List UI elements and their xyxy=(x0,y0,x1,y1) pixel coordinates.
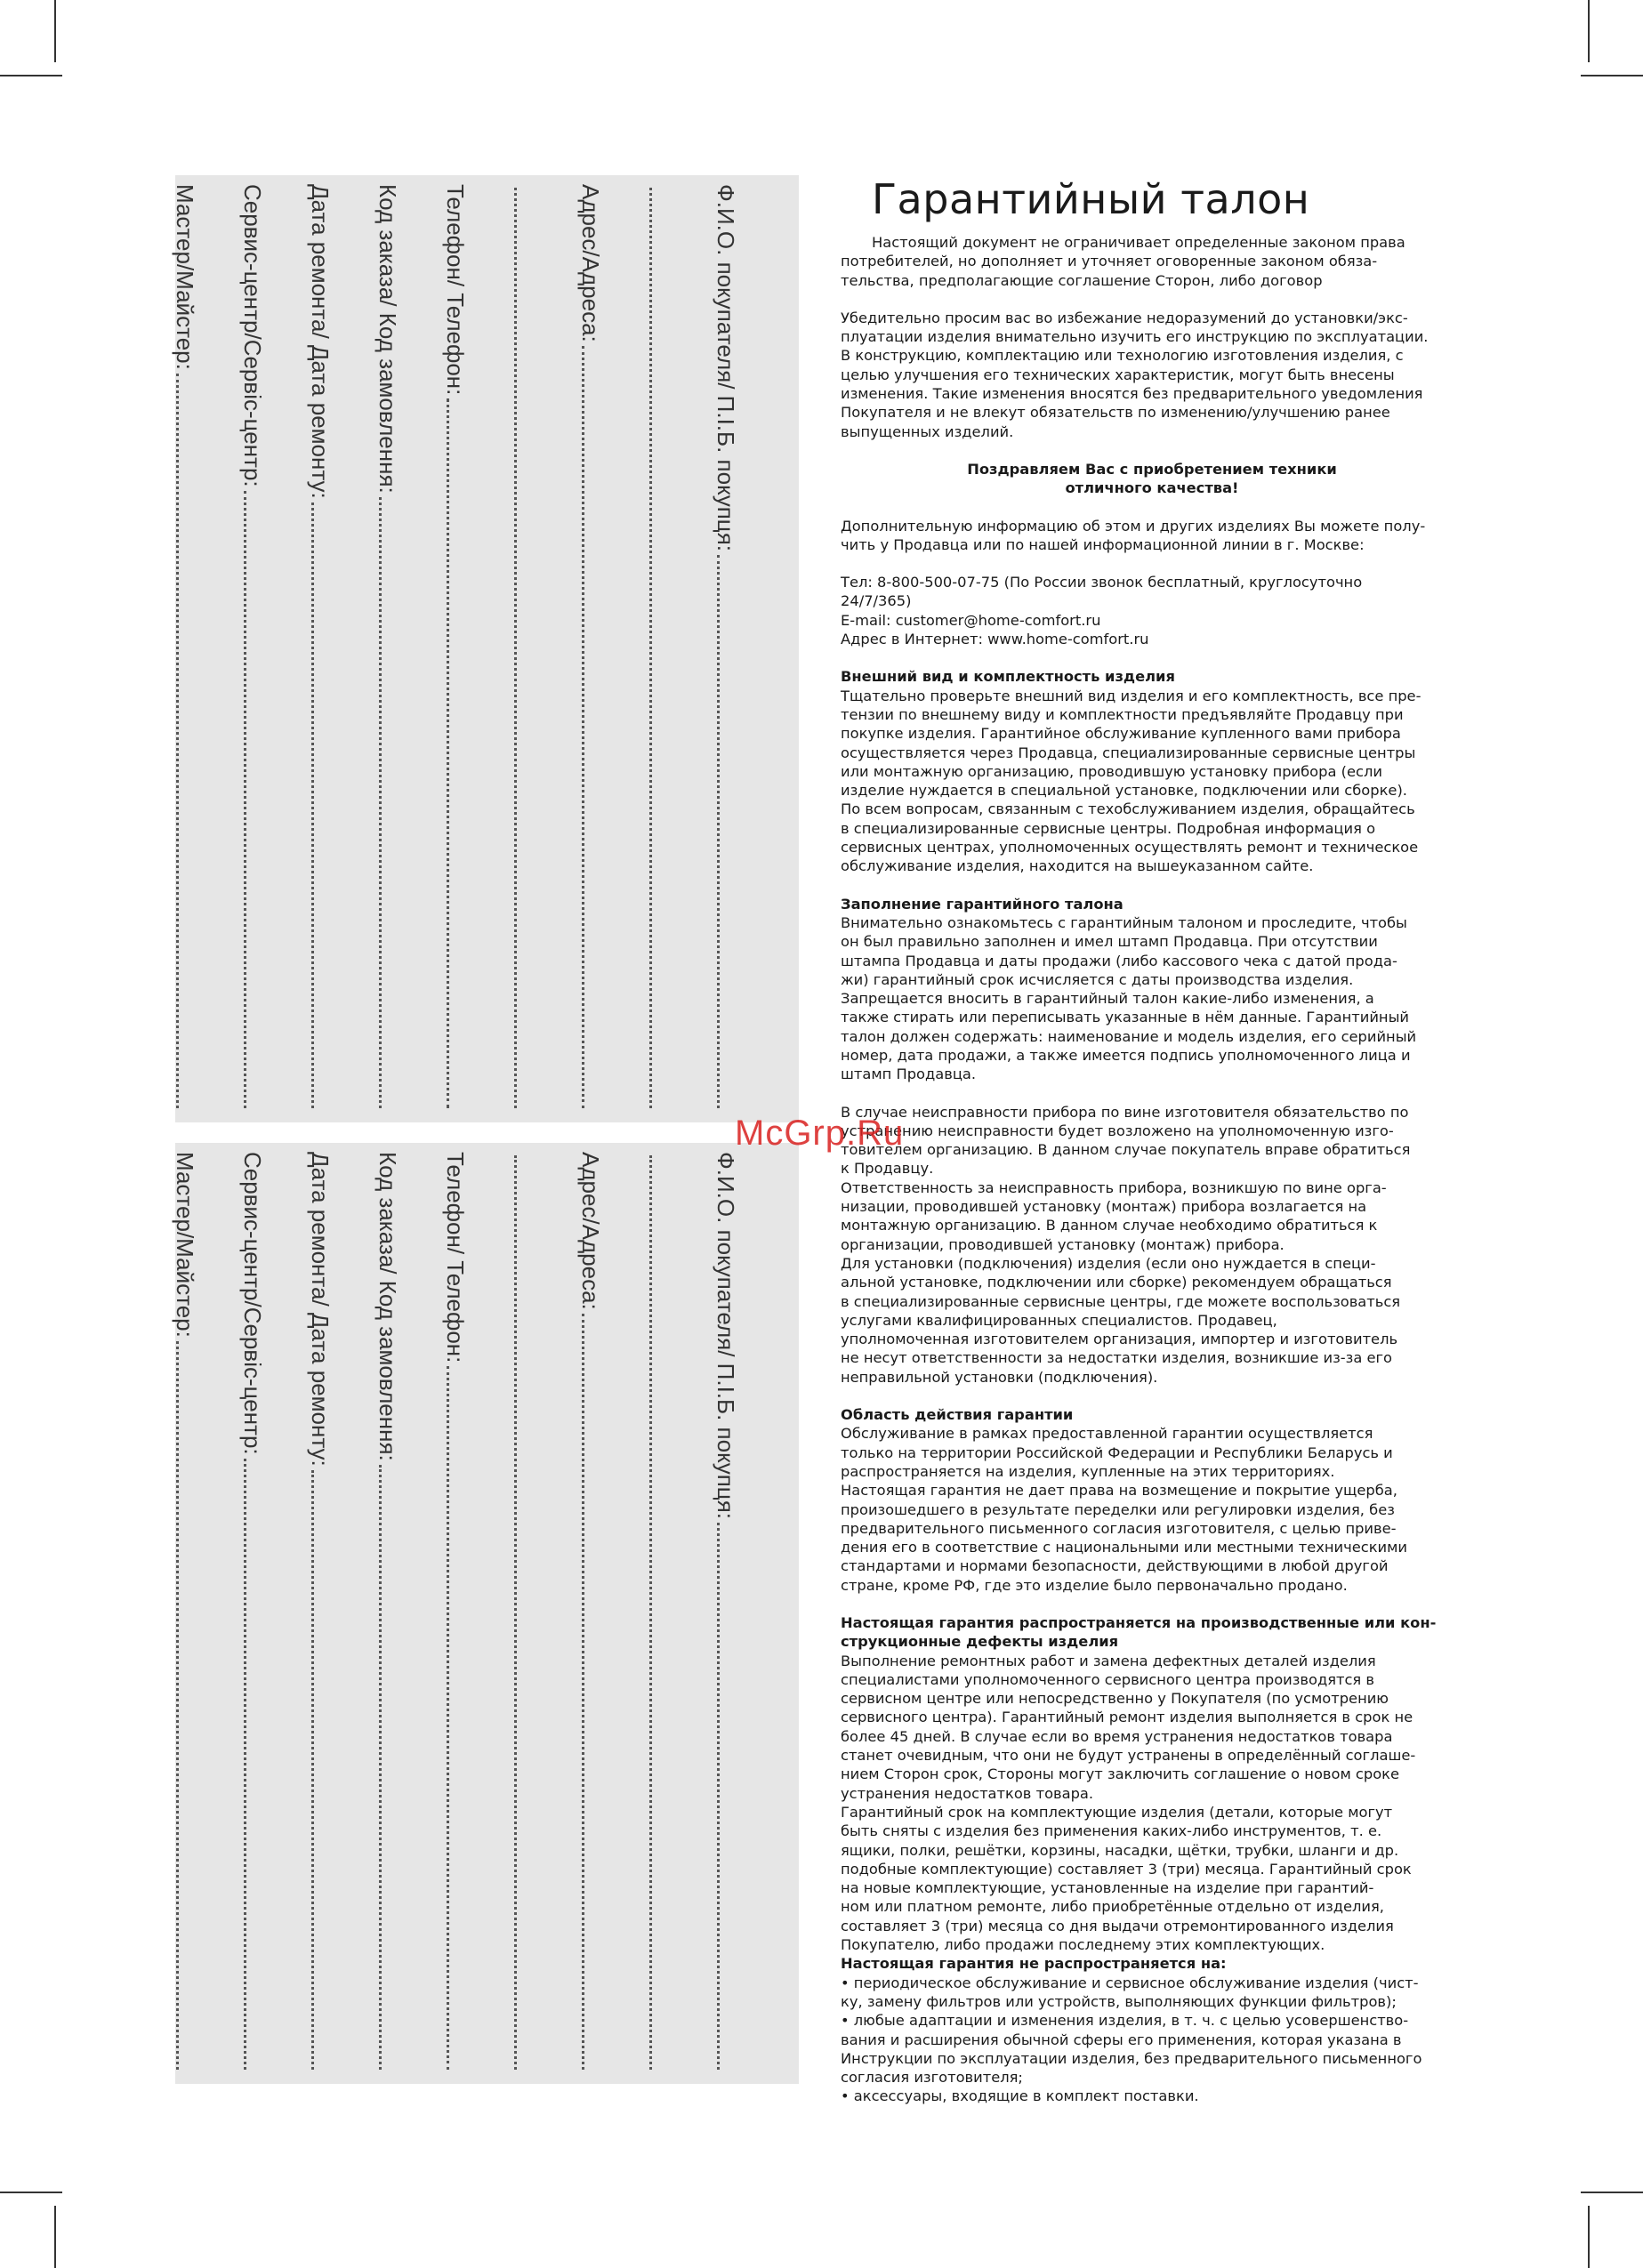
fill-line xyxy=(311,1470,314,2070)
address-line-2[interactable] xyxy=(509,1143,576,2084)
warranty-text xyxy=(841,174,1463,2106)
service-center-field[interactable] xyxy=(238,1143,306,2084)
crop-mark xyxy=(1588,0,1590,62)
order-code-field[interactable] xyxy=(374,1143,441,2084)
address-field[interactable] xyxy=(576,1143,644,2084)
field-label: Код заказа/ Код замовлення: xyxy=(375,184,401,494)
fill-line xyxy=(311,503,314,1108)
fill-line xyxy=(447,398,449,1108)
section-heading: Настоящая гарантия не распространяется на: xyxy=(841,1955,1227,1973)
section-heading: Область действия гарантии xyxy=(841,1406,1074,1424)
repair-date-field[interactable] xyxy=(306,1143,374,2084)
field-label: Мастер/Майстер: xyxy=(172,184,198,370)
order-code-field[interactable] xyxy=(374,175,441,1122)
crop-mark xyxy=(1588,2206,1590,2268)
field-label: Дата ремонта/ Дата ремонту: xyxy=(307,1152,334,1467)
fill-line xyxy=(379,1465,382,2070)
section-text: Обслуживание в рамках предоставленной гарантии осуществляется только на территории Российской Федерации и Республики Беларусь и распространяется на изделия, купленные на этих территориях. Настоящая гарантия не дает права на возмещение и покрытие ущерба, произошедшего в результате переделки или регулировки изделия, без предварительного письменного согласия изготовителя, с целью приве- дения его в соответствие с национальными или местными техническими стандартами и нормами безопасности, действующими в любой другой стране, кроме РФ, где это изделие было первоначально продано. xyxy=(841,1425,1407,1594)
request-paragraph: Убедительно просим вас во избежание недоразумений до установки/экс- плуатации изделия внимательно изучить его инструкцию по эксплуатации. В конструкцию, комплектацию или технологию изготовления изделия, с целью улучшения его технических характеристик, могут быть внесены изменения. Такие изменения вносятся без предварительного уведомления Покупателя и не влекут обязательств по изменению/улучшению ранее выпущенных изделий. xyxy=(841,309,1429,440)
fill-line xyxy=(582,1314,584,2070)
fill-line xyxy=(514,188,517,1108)
fill-line xyxy=(514,1155,517,2070)
address-line-2[interactable] xyxy=(509,175,576,1122)
section-text: В случае неисправности прибора по вине изготовителя обязательство по устранению неисправности будет возложено на уполномоченную изго- товителем организацию. В данном случае покупатель вправе обратиться к Продавцу. Ответственность за неисправность прибора, возникшую по вине орга- низации, проводившей установку (монтаж) прибора возлагается на монтажную организацию. В данном случае необходимо обратиться к организации, проводившей установку (монтаж) прибора. Для установки (подключения) изделия (если оно нуждается в специ- альной установке, подключении или сборке) рекомендуем обращаться в специализированные сервисные центры, где можете воспользоваться услугами квалифицированных специалистов. Продавец, уполномоченная изготовителем организация, импортер и изготовитель не несут ответственности за недостатки изделия, возникшие из-за его неправильной установки (подключения). xyxy=(841,1103,1411,1386)
crop-mark xyxy=(54,0,56,62)
fill-line xyxy=(447,1366,449,2070)
field-label: Дата ремонта/ Дата ремонту: xyxy=(307,184,334,499)
service-center-field[interactable] xyxy=(238,175,306,1122)
section-heading: Настоящая гарантия распространяется на производственные или кон- струкционные дефекты изделия xyxy=(841,1614,1437,1651)
field-label: Телефон/ Телефон: xyxy=(442,1152,469,1363)
master-field[interactable] xyxy=(171,175,238,1122)
fill-line xyxy=(717,555,720,1108)
coupon-form xyxy=(172,1143,799,2084)
intro-paragraph: Настоящий документ не ограничивает определенные законом права потребителей, но дополняет и уточняет оговоренные законом обяза- тельства, предполагающие соглашение Сторон, либо договор xyxy=(841,234,1405,289)
congrats-heading: Поздравляем Вас с приобретением техники отличного качества! xyxy=(967,460,1337,497)
fill-line xyxy=(176,374,179,1108)
contacts-block[interactable]: Тел: 8-800-500-07-75 (По России звонок бесплатный, круглосуточно 24/7/365) E-mail: customer@home-comfort.ru Адрес в Интернет: www.home-comfort.ru xyxy=(841,574,1363,648)
field-label: Сервис-центр/Сервіс-центр: xyxy=(239,184,266,487)
field-label: Сервис-центр/Сервіс-центр: xyxy=(239,1152,266,1455)
crop-mark xyxy=(0,75,62,76)
fill-line xyxy=(244,1459,246,2070)
field-label: Код заказа/ Код замовлення: xyxy=(375,1152,401,1461)
crop-mark xyxy=(0,2192,62,2193)
fill-line xyxy=(649,188,652,1108)
address-field[interactable] xyxy=(576,175,644,1122)
field-label: Адрес/Адреса: xyxy=(577,184,604,342)
repair-date-field[interactable] xyxy=(306,175,374,1122)
coupon-form xyxy=(172,175,799,1122)
master-field[interactable] xyxy=(171,1143,238,2084)
section-text: Тщательно проверьте внешний вид изделия и его комплектность, все пре- тензии по внешнему виду и комплектности предъявляйте Продавцу при покупке изделия. Гарантийное обслуживание купленного вами прибора осуществляется через Продавца, специализированные сервисные центры или монтажную организацию, проводившую установку прибора (если изделие нуждается в специальной установке, подключении или сборке). По всем вопросам, связанным с техобслуживанием изделия, обращайтесь в специализированные сервисные центры. Подробная информация о сервисных центрах, уполномоченных осуществлять ремонт и техническое обслуживание изделия, находится на вышеуказанном сайте. xyxy=(841,687,1422,875)
fill-line xyxy=(582,346,584,1108)
section-heading: Внешний вид и комплектность изделия xyxy=(841,668,1175,686)
field-label: Телефон/ Телефон: xyxy=(442,184,469,396)
fill-line xyxy=(244,491,246,1108)
section-text: • периодическое обслуживание и сервисное обслуживание изделия (чист- ку, замену фильтров или устройств, выполняющих функции фильтров); • любые адаптации и изменения изделия, в т. ч. с целью усовершенство- вания и расширения обычной сферы его применения, которая указана в Инструкции по эксплуатации изделия, без предварительного письменного согласия изготовителя; • аксессуары, входящие в комплект поставки. xyxy=(841,1974,1422,2105)
warranty-coupon-bottom xyxy=(172,1143,799,2084)
field-label: Ф.И.О. покупателя/ П.І.Б. покупця: xyxy=(713,1152,739,1520)
crop-mark xyxy=(1581,2192,1643,2193)
section-text: Выполнение ремонтных работ и замена дефектных деталей изделия специалистами уполномоченного сервисного центра производятся в сервисном центре или непосредственно у Покупателя (по усмотрению сервисного центра). Гарантийный ремонт изделия выполняется в срок не более 45 дней. В случае если во время устранения недостатков товара станет очевидным, что они не будут устранены в определённый соглаше- нием Сторон срок, Стороны могут заключить соглашение о новом сроке устранения недостатков товара. Гарантийный срок на комплектующие изделия (детали, которые могут быть сняты с изделия без применения каких-либо инструментов, т. е. ящики, полки, решётки, корзины, насадки, щётки, трубки, шланги и др. подобные комплектующие) составляет 3 (три) месяца. Гарантийный срок на новые комплектующие, установленные на изделие при гарантий- ном или платном ремонте, либо приобретённые отдельно от изделия, составляет 3 (три) месяца со дня выдачи отремонтированного изделия Покупателю, либо продажи последнему этих комплектующих. xyxy=(841,1652,1416,1954)
site-watermark: McGrp.Ru xyxy=(735,1114,905,1153)
field-label: Адрес/Адреса: xyxy=(577,1152,604,1310)
buyer-name-field[interactable] xyxy=(712,175,779,1122)
section-text: Внимательно ознакомьтесь с гарантийным талоном и проследите, чтобы он был правильно заполнен и имел штамп Продавца. При отсутствии штампа Продавца и даты продажи (либо кассового чека с датой прода- жи) гарантийный срок исчисляется с даты производства изделия. Запрещается вносить в гарантийный талон какие-либо изменения, а также стирать или переписывать указанные в нём данные. Гарантийный талон должен содержать: наименование и модель изделия, его серийный номер, дата продажи, а также имеется подпись уполномоченного лица и штамп Продавца. xyxy=(841,913,1417,1083)
phone-field[interactable] xyxy=(441,175,509,1122)
buyer-name-field[interactable] xyxy=(712,1143,779,2084)
buyer-name-line-2[interactable] xyxy=(644,1143,712,2084)
info-paragraph: Дополнительную информацию об этом и других изделиях Вы можете полу- чить у Продавца или по нашей информационной линии в г. Москве: xyxy=(841,517,1426,553)
fill-line xyxy=(717,1523,720,2070)
fill-line xyxy=(379,497,382,1108)
crop-mark xyxy=(1581,75,1643,76)
fill-line xyxy=(176,1341,179,2070)
page-title: Гарантийный талон xyxy=(872,175,1310,223)
fill-line xyxy=(649,1155,652,2070)
section-heading: Заполнение гарантийного талона xyxy=(841,895,1124,913)
phone-field[interactable] xyxy=(441,1143,509,2084)
warranty-coupon-top xyxy=(172,175,799,1122)
field-label: Мастер/Майстер: xyxy=(172,1152,198,1338)
buyer-name-line-2[interactable] xyxy=(644,175,712,1122)
field-label: Ф.И.О. покупателя/ П.І.Б. покупця: xyxy=(713,184,739,552)
crop-mark xyxy=(54,2206,56,2268)
